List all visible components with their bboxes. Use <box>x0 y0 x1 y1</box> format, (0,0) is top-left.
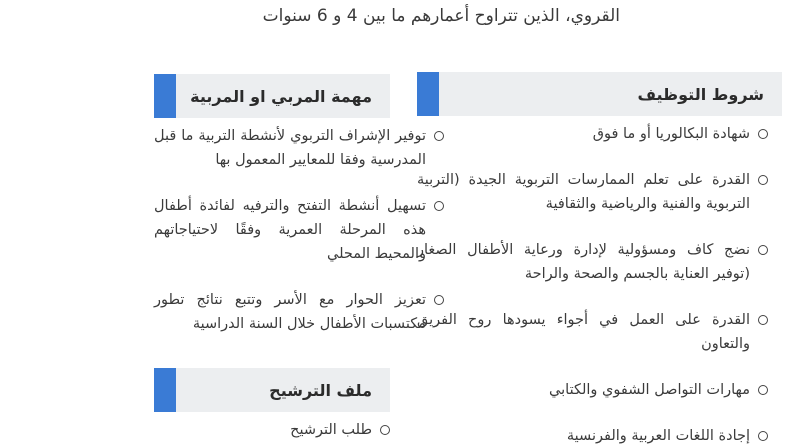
mission-list <box>154 124 444 336</box>
circle-bullet-icon <box>758 385 768 395</box>
intro-text: القروي، الذين تتراوح أعمارهم ما بين 4 و 6 سنوات <box>262 6 620 26</box>
circle-bullet-icon <box>380 425 390 435</box>
mission-title: مهمة المربي او المربية <box>190 86 372 106</box>
circle-bullet-icon <box>758 245 768 255</box>
circle-bullet-icon <box>434 131 444 141</box>
mission-header <box>154 74 390 118</box>
circle-bullet-icon <box>758 431 768 441</box>
circle-bullet-icon <box>758 175 768 185</box>
application-section <box>154 368 390 442</box>
list-item: طلب الترشيح <box>154 418 390 442</box>
circle-bullet-icon <box>758 315 768 325</box>
circle-bullet-icon <box>434 295 444 305</box>
application-list <box>154 418 390 442</box>
list-item: نضج كاف ومسؤولية لإدارة ورعاية الأطفال الصغار (توفير العناية بالجسم والصحة والراحة <box>417 238 768 286</box>
list-item: مهارات التواصل الشفوي والكتابي <box>417 378 768 402</box>
conditions-section <box>417 72 782 445</box>
circle-bullet-icon <box>758 129 768 139</box>
application-header <box>154 368 390 412</box>
list-item: القدرة على العمل في أجواء يسودها روح الفريق والتعاون <box>417 308 768 356</box>
list-item: توفير الإشراف التربوي لأنشطة التربية ما قبل المدرسية وفقا للمعايير المعمول بها <box>154 124 444 172</box>
list-item: إجادة اللغات العربية والفرنسية <box>417 424 768 445</box>
list-item: شهادة البكالوريا أو ما فوق <box>417 122 768 146</box>
application-title: ملف الترشيح <box>269 380 372 400</box>
list-item: تعزيز الحوار مع الأسر وتتبع نتائج تطور مكتسبات الأطفال خلال السنة الدراسية <box>154 288 444 336</box>
conditions-header <box>417 72 782 116</box>
list-item: القدرة على تعلم الممارسات التربوية الجيدة (التربية التربوية والفنية والرياضية والثقافية <box>417 168 768 216</box>
mission-section <box>154 74 426 358</box>
list-item: تسهيل أنشطة التفتح والترفيه لفائدة أطفال هذه المرحلة العمرية وفقًا لاحتياجاتهم والمحيط المحلي <box>154 194 444 266</box>
accent-bar <box>417 72 439 116</box>
circle-bullet-icon <box>434 201 444 211</box>
accent-bar <box>154 74 176 118</box>
conditions-list <box>417 122 782 445</box>
accent-bar <box>154 368 176 412</box>
conditions-title: شروط التوظيف <box>637 84 764 104</box>
